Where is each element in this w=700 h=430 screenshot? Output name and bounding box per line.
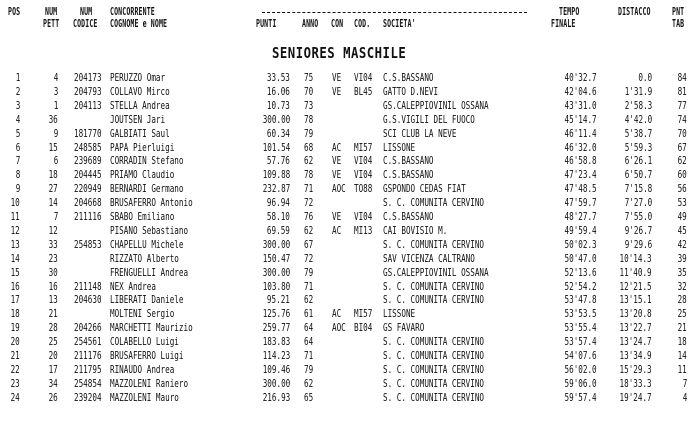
cell-anno: 78	[304, 113, 314, 126]
cell-pos: 23	[10, 377, 20, 390]
cell-pos: 18	[10, 308, 20, 321]
cell-cod: MI13	[354, 224, 373, 237]
cell-pos: 9	[15, 183, 20, 196]
cell-pnt: 49	[677, 211, 687, 223]
cell-anno: 70	[304, 85, 314, 98]
table-row	[0, 267, 700, 280]
cell-anno: 68	[304, 141, 314, 154]
cell-codice: 254561	[74, 336, 102, 349]
cell-name: COLABELLO Luigi	[110, 336, 179, 349]
cell-punti: 300.00	[262, 377, 290, 390]
cell-name: BERNARDI Germano	[110, 183, 184, 196]
cell-con: VE	[332, 72, 342, 84]
cell-pett: 1	[53, 99, 58, 112]
cell-tempo: 47'48.5	[564, 183, 597, 196]
cell-punti: 183.83	[262, 336, 290, 349]
header-punti: PUNTI	[256, 18, 277, 30]
header-num-pett-1: NUM	[45, 6, 58, 18]
cell-tempo: 56'02.0	[564, 363, 597, 376]
cell-name: FRENGUELLI Andrea	[110, 266, 189, 279]
cell-cod: BL45	[354, 85, 373, 98]
table-row	[0, 100, 700, 113]
cell-pos: 5	[15, 127, 20, 140]
table-row	[0, 392, 700, 405]
cell-pett: 30	[48, 266, 58, 279]
cell-pnt: 81	[677, 85, 687, 98]
cell-distacco: 6'26.1	[624, 155, 652, 168]
cell-pnt: 28	[677, 294, 687, 307]
cell-societa: GS FAVARO	[383, 322, 425, 335]
cell-punti: 109.46	[262, 363, 290, 376]
header-concorrente-1: CONCORRENTE	[110, 6, 155, 18]
cell-pett: 26	[48, 391, 58, 404]
cell-pos: 3	[15, 99, 20, 112]
cell-punti: 33.53	[267, 72, 290, 84]
cell-punti: 125.76	[262, 308, 290, 321]
cell-pos: 19	[10, 322, 20, 335]
cell-pett: 7	[53, 211, 58, 223]
header-pnt-1: PNT	[672, 6, 685, 18]
cell-pnt: 7	[682, 377, 687, 390]
cell-anno: 67	[304, 238, 314, 251]
cell-pnt: 25	[677, 308, 687, 321]
cell-pett: 23	[48, 252, 58, 265]
cell-societa: G.S.VIGILI DEL FUOCO	[383, 113, 475, 126]
cell-pett: 14	[48, 197, 58, 210]
cell-distacco: 7'15.8	[624, 183, 652, 196]
cell-societa: C.S.BASSANO	[383, 155, 434, 168]
cell-pos: 24	[10, 391, 20, 404]
cell-anno: 62	[304, 294, 314, 307]
cell-cod: VI04	[354, 169, 373, 182]
cell-name: RINAUDO Andrea	[110, 363, 175, 376]
cell-societa: S. C. COMUNITA CERVINO	[383, 363, 485, 376]
table-row	[0, 225, 700, 238]
cell-pett: 36	[48, 113, 58, 126]
cell-pos: 13	[10, 238, 20, 251]
cell-codice: 211148	[74, 280, 102, 293]
cell-anno: 71	[304, 280, 314, 293]
cell-anno: 79	[304, 363, 314, 376]
cell-distacco: 13'34.9	[619, 350, 652, 362]
cell-anno: 62	[304, 224, 314, 237]
cell-societa: S. C. COMUNITA CERVINO	[383, 197, 485, 210]
cell-tempo: 53'55.4	[564, 322, 597, 335]
table-row	[0, 253, 700, 266]
cell-pnt: 14	[677, 350, 687, 362]
cell-pett: 4	[53, 72, 58, 84]
cell-pett: 18	[48, 169, 58, 182]
cell-distacco: 1'31.9	[624, 85, 652, 98]
table-row	[0, 350, 700, 363]
cell-codice: 220949	[74, 183, 102, 196]
cell-pos: 8	[15, 169, 20, 182]
cell-anno: 61	[304, 308, 314, 321]
cell-distacco: 9'29.6	[624, 238, 652, 251]
table-row	[0, 114, 700, 127]
cell-tempo: 48'27.7	[564, 211, 597, 223]
cell-distacco: 13'24.7	[619, 336, 652, 349]
cell-tempo: 59'57.4	[564, 391, 597, 404]
cell-codice: 204113	[74, 99, 102, 112]
cell-distacco: 2'58.3	[624, 99, 652, 112]
cell-punti: 114.23	[262, 350, 290, 362]
cell-con: AOC	[332, 183, 346, 196]
cell-pnt: 70	[677, 127, 687, 140]
header-tempo-1: TEMPO	[559, 6, 580, 18]
cell-codice: 204266	[74, 322, 102, 335]
header-cod: COD.	[354, 18, 371, 30]
cell-societa: S. C. COMUNITA CERVINO	[383, 294, 485, 307]
cell-pett: 3	[53, 85, 58, 98]
cell-societa: LISSONE	[383, 308, 416, 321]
table-row	[0, 294, 700, 307]
cell-con: AC	[332, 224, 342, 237]
table-row	[0, 86, 700, 99]
header-dash-rule	[262, 12, 527, 13]
cell-codice: 204173	[74, 72, 102, 84]
cell-pett: 6	[53, 155, 58, 168]
cell-tempo: 46'32.0	[564, 141, 597, 154]
cell-punti: 216.93	[262, 391, 290, 404]
cell-cod: TO88	[354, 183, 373, 196]
table-row	[0, 72, 700, 85]
cell-tempo: 42'04.6	[564, 85, 597, 98]
cell-societa: LISSONE	[383, 141, 416, 154]
cell-name: MOLTENI Sergio	[110, 308, 175, 321]
cell-punti: 259.77	[262, 322, 290, 335]
cell-anno: 73	[304, 99, 314, 112]
cell-name: PRIAMO Claudio	[110, 169, 175, 182]
cell-con: AC	[332, 308, 342, 321]
cell-name: PAPA Pierluigi	[110, 141, 175, 154]
cell-punti: 60.34	[267, 127, 290, 140]
cell-codice: 211795	[74, 363, 102, 376]
cell-societa: S. C. COMUNITA CERVINO	[383, 377, 485, 390]
cell-pos: 16	[10, 280, 20, 293]
cell-pnt: 84	[677, 72, 687, 84]
cell-pnt: 21	[677, 322, 687, 335]
cell-punti: 95.21	[267, 294, 290, 307]
cell-anno: 72	[304, 252, 314, 265]
cell-pett: 12	[48, 224, 58, 237]
header-num-pett-2: PETT	[43, 18, 60, 30]
cell-pett: 27	[48, 183, 58, 196]
table-row	[0, 378, 700, 391]
cell-pos: 21	[10, 350, 20, 362]
table-row	[0, 169, 700, 182]
cell-pett: 34	[48, 377, 58, 390]
cell-name: CORRADIN Stefano	[110, 155, 184, 168]
cell-codice: 239689	[74, 155, 102, 168]
cell-pett: 28	[48, 322, 58, 335]
cell-tempo: 49'59.4	[564, 224, 597, 237]
cell-pett: 9	[53, 127, 58, 140]
cell-codice: 204793	[74, 85, 102, 98]
cell-societa: S. C. COMUNITA CERVINO	[383, 238, 485, 251]
cell-distacco: 11'40.9	[619, 266, 652, 279]
cell-distacco: 4'42.0	[624, 113, 652, 126]
cell-pos: 7	[15, 155, 20, 168]
cell-societa: SCI CLUB LA NEVE	[383, 127, 457, 140]
cell-punti: 300.00	[262, 238, 290, 251]
cell-distacco: 10'14.3	[619, 252, 652, 265]
cell-societa: C.S.BASSANO	[383, 72, 434, 84]
cell-name: MAZZOLENI Raniero	[110, 377, 189, 390]
table-row	[0, 281, 700, 294]
cell-punti: 103.80	[262, 280, 290, 293]
cell-name: JOUTSEN Jari	[110, 113, 166, 126]
cell-pnt: 77	[677, 99, 687, 112]
cell-anno: 79	[304, 266, 314, 279]
cell-punti: 10.73	[267, 99, 290, 112]
cell-codice: 181770	[74, 127, 102, 140]
cell-codice: 239204	[74, 391, 102, 404]
cell-codice: 254854	[74, 377, 102, 390]
cell-name: CHAPELLU Michele	[110, 238, 184, 251]
cell-pos: 22	[10, 363, 20, 376]
cell-punti: 58.10	[267, 211, 290, 223]
header-pnt-2: TAB	[672, 18, 685, 30]
cell-name: RIZZATO Alberto	[110, 252, 179, 265]
cell-societa: SAV VICENZA CALTRANO	[383, 252, 475, 265]
cell-pnt: 45	[677, 224, 687, 237]
cell-cod: BI04	[354, 322, 373, 335]
cell-con: VE	[332, 211, 342, 223]
cell-punti: 96.94	[267, 197, 290, 210]
cell-tempo: 52'54.2	[564, 280, 597, 293]
table-row	[0, 142, 700, 155]
cell-name: SBABO Emiliano	[110, 211, 175, 223]
cell-pnt: 39	[677, 252, 687, 265]
cell-name: STELLA Andrea	[110, 99, 170, 112]
header-distacco: DISTACCO	[618, 6, 651, 18]
cell-anno: 71	[304, 350, 314, 362]
cell-punti: 300.00	[262, 113, 290, 126]
cell-pnt: 62	[677, 155, 687, 168]
cell-distacco: 18'33.3	[619, 377, 652, 390]
cell-punti: 16.06	[267, 85, 290, 98]
cell-name: LIBERATI Daniele	[110, 294, 184, 307]
cell-tempo: 53'53.5	[564, 308, 597, 321]
cell-societa: S. C. COMUNITA CERVINO	[383, 350, 485, 362]
table-row	[0, 211, 700, 224]
cell-societa: GS.CALEPPIOVINIL OSSANA	[383, 99, 489, 112]
cell-name: MARCHETTI Maurizio	[110, 322, 193, 335]
cell-pos: 4	[15, 113, 20, 126]
cell-punti: 69.59	[267, 224, 290, 237]
cell-codice: 254853	[74, 238, 102, 251]
cell-pos: 10	[10, 197, 20, 210]
cell-distacco: 19'24.7	[619, 391, 652, 404]
cell-pnt: 18	[677, 336, 687, 349]
cell-tempo: 59'06.0	[564, 377, 597, 390]
cell-pos: 2	[15, 85, 20, 98]
cell-tempo: 43'31.0	[564, 99, 597, 112]
cell-pnt: 4	[682, 391, 687, 404]
cell-pos: 17	[10, 294, 20, 307]
cell-pnt: 60	[677, 169, 687, 182]
cell-punti: 232.87	[262, 183, 290, 196]
header-pos: POS	[8, 6, 21, 18]
cell-codice: 204630	[74, 294, 102, 307]
header-concorrente-2: COGNOME e NOME	[110, 18, 168, 30]
cell-anno: 75	[304, 72, 314, 84]
cell-pnt: 32	[677, 280, 687, 293]
cell-punti: 101.54	[262, 141, 290, 154]
cell-distacco: 13'20.8	[619, 308, 652, 321]
cell-distacco: 7'27.0	[624, 197, 652, 210]
cell-pnt: 42	[677, 238, 687, 251]
cell-pett: 33	[48, 238, 58, 251]
cell-distacco: 5'38.7	[624, 127, 652, 140]
cell-name: NEX Andrea	[110, 280, 156, 293]
cell-codice: 204445	[74, 169, 102, 182]
header-societa: SOCIETA'	[383, 18, 416, 30]
cell-distacco: 13'15.1	[619, 294, 652, 307]
cell-cod: MI57	[354, 141, 373, 154]
cell-pett: 13	[48, 294, 58, 307]
cell-anno: 78	[304, 169, 314, 182]
cell-tempo: 47'59.7	[564, 197, 597, 210]
cell-tempo: 47'23.4	[564, 169, 597, 182]
cell-distacco: 13'22.7	[619, 322, 652, 335]
table-row	[0, 128, 700, 141]
cell-pett: 25	[48, 336, 58, 349]
cell-anno: 65	[304, 391, 314, 404]
header-anno: ANNO	[302, 18, 319, 30]
cell-pnt: 35	[677, 266, 687, 279]
cell-tempo: 54'07.6	[564, 350, 597, 362]
cell-con: VE	[332, 169, 342, 182]
table-row	[0, 183, 700, 196]
cell-pos: 15	[10, 266, 20, 279]
header-num-codice-2: CODICE	[73, 18, 98, 30]
cell-distacco: 12'21.5	[619, 280, 652, 293]
cell-pett: 21	[48, 308, 58, 321]
cell-tempo: 50'02.3	[564, 238, 597, 251]
cell-con: VE	[332, 85, 342, 98]
cell-distacco: 5'59.3	[624, 141, 652, 154]
cell-distacco: 0.0	[638, 72, 652, 84]
cell-pett: 20	[48, 350, 58, 362]
cell-societa: GATTO D.NEVI	[383, 85, 439, 98]
cell-distacco: 15'29.3	[619, 363, 652, 376]
cell-societa: CAI BOVISIO M.	[383, 224, 448, 237]
cell-societa: C.S.BASSANO	[383, 169, 434, 182]
cell-cod: VI04	[354, 72, 373, 84]
cell-tempo: 53'47.8	[564, 294, 597, 307]
section-title: SENIORES MASCHILE	[272, 44, 407, 62]
cell-pos: 14	[10, 252, 20, 265]
cell-codice: 211116	[74, 211, 102, 223]
cell-tempo: 53'57.4	[564, 336, 597, 349]
cell-anno: 72	[304, 197, 314, 210]
cell-tempo: 46'11.4	[564, 127, 597, 140]
cell-name: COLLAVO Mirco	[110, 85, 170, 98]
table-row	[0, 322, 700, 335]
cell-pnt: 11	[677, 363, 687, 376]
cell-pnt: 56	[677, 183, 687, 196]
cell-punti: 300.00	[262, 266, 290, 279]
cell-anno: 71	[304, 183, 314, 196]
cell-anno: 62	[304, 155, 314, 168]
header-con: CON	[331, 18, 344, 30]
header-num-codice-1: NUM	[80, 6, 93, 18]
cell-cod: VI04	[354, 155, 373, 168]
cell-cod: MI57	[354, 308, 373, 321]
cell-name: MAZZOLENI Mauro	[110, 391, 179, 404]
cell-pett: 16	[48, 280, 58, 293]
cell-con: AC	[332, 141, 342, 154]
cell-codice: 248585	[74, 141, 102, 154]
cell-tempo: 52'13.6	[564, 266, 597, 279]
cell-anno: 62	[304, 377, 314, 390]
cell-pos: 20	[10, 336, 20, 349]
cell-societa: S. C. COMUNITA CERVINO	[383, 336, 485, 349]
table-row	[0, 155, 700, 168]
table-row	[0, 308, 700, 321]
table-row	[0, 336, 700, 349]
cell-name: BRUSAFERRO Luigi	[110, 350, 184, 362]
cell-societa: GS.CALEPPIOVINIL OSSANA	[383, 266, 489, 279]
cell-codice: 211176	[74, 350, 102, 362]
cell-pnt: 74	[677, 113, 687, 126]
cell-pos: 12	[10, 224, 20, 237]
cell-distacco: 9'26.7	[624, 224, 652, 237]
cell-name: PERUZZO Omar	[110, 72, 166, 84]
cell-pos: 6	[15, 141, 20, 154]
cell-tempo: 50'47.0	[564, 252, 597, 265]
cell-anno: 76	[304, 211, 314, 223]
cell-tempo: 40'32.7	[564, 72, 597, 84]
table-row	[0, 239, 700, 252]
cell-distacco: 6'50.7	[624, 169, 652, 182]
cell-con: AOC	[332, 322, 346, 335]
cell-pnt: 67	[677, 141, 687, 154]
cell-societa: S. C. COMUNITA CERVINO	[383, 280, 485, 293]
cell-pett: 15	[48, 141, 58, 154]
cell-societa: S. C. COMUNITA CERVINO	[383, 391, 485, 404]
cell-punti: 57.76	[267, 155, 290, 168]
cell-name: GALBIATI Saul	[110, 127, 170, 140]
cell-pnt: 53	[677, 197, 687, 210]
cell-anno: 79	[304, 127, 314, 140]
cell-cod: VI04	[354, 211, 373, 223]
cell-pos: 11	[10, 211, 20, 223]
cell-pett: 17	[48, 363, 58, 376]
cell-societa: GSPONDO CEDAS FIAT	[383, 183, 466, 196]
cell-name: BRUSAFERRO Antonio	[110, 197, 193, 210]
cell-codice: 204668	[74, 197, 102, 210]
cell-punti: 109.88	[262, 169, 290, 182]
cell-anno: 64	[304, 336, 314, 349]
cell-distacco: 7'55.0	[624, 211, 652, 223]
cell-pos: 1	[15, 72, 20, 84]
table-row	[0, 364, 700, 377]
cell-con: VE	[332, 155, 342, 168]
cell-societa: C.S.BASSANO	[383, 211, 434, 223]
cell-punti: 150.47	[262, 252, 290, 265]
cell-name: PISANO Sebastiano	[110, 224, 189, 237]
cell-tempo: 45'14.7	[564, 113, 597, 126]
header-tempo-2: FINALE	[551, 18, 576, 30]
cell-tempo: 46'58.8	[564, 155, 597, 168]
table-row	[0, 197, 700, 210]
cell-anno: 64	[304, 322, 314, 335]
